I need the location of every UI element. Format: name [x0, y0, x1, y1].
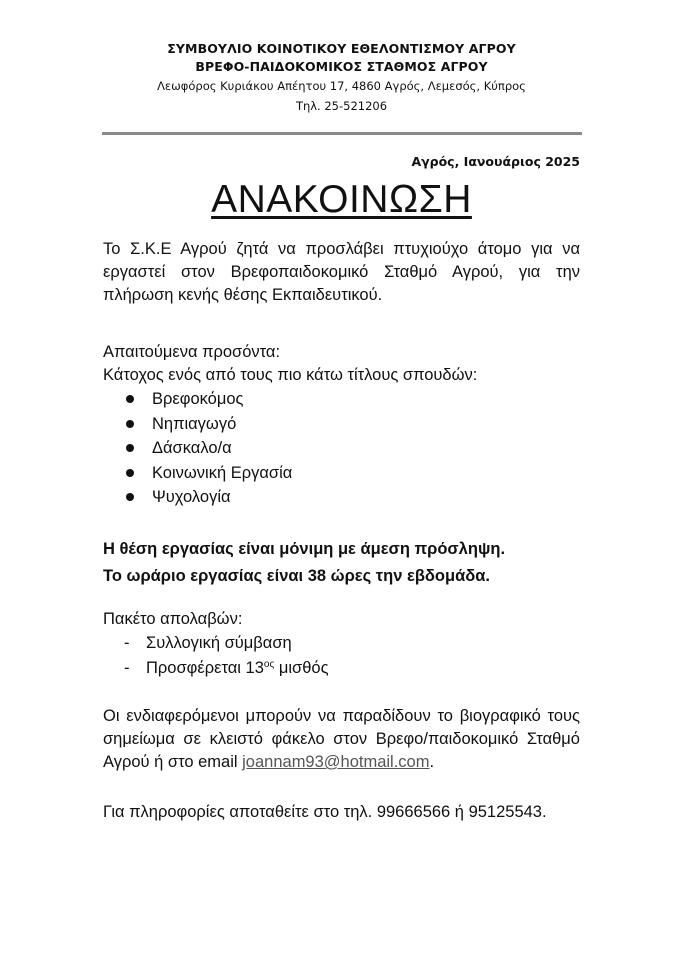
organization-name: ΣΥΜΒΟΥΛΙΟ ΚΟΙΝΟΤΙΚΟΥ ΕΘΕΛΟΝΤΙΣΜΟΥ ΑΓΡΟΥ: [167, 41, 516, 56]
list-item: Κοινωνική Εργασία: [126, 461, 580, 486]
benefits-list: [103, 631, 580, 680]
highlight-permanent: Η θέση εργασίας είναι μόνιμη με άμεση πρόσληψη.: [103, 540, 506, 558]
phone: Τηλ. 25-521206: [295, 99, 388, 113]
email-link[interactable]: joannam93@hotmail.com: [242, 753, 430, 771]
benefit-text: Προσφέρεται 13: [146, 658, 264, 677]
highlights-section: [103, 536, 580, 590]
intro-paragraph: Το Σ.Κ.Ε Αγρού ζητά να προσλάβει πτυχιούχο άτομο για να εργαστεί στον Βρεφοπαιδοκομικό Σταθμό Αγρού, για την πλήρωση κενής θέσης Εκπαιδευτικού.: [103, 240, 580, 304]
contact-paragraph: [103, 705, 580, 774]
benefits-heading: Πακέτο απολαβών:: [103, 610, 243, 628]
date-line: Αγρός, Ιανουάριος 2025: [411, 154, 580, 169]
benefits-section: [103, 608, 580, 680]
title-text: ΑΝΑΚΟΙΝΩΣΗ: [211, 178, 472, 221]
ordinal-suffix: ος: [263, 658, 275, 670]
list-item: Βρεφοκόμος: [126, 387, 580, 412]
list-item: Ψυχολογία: [126, 485, 580, 510]
info-paragraph: Για πληροφορίες αποταθείτε στο τηλ. 99666566 ή 95125543.: [103, 803, 547, 821]
requirements-heading: Απαιτούμενα προσόντα:: [103, 343, 281, 361]
contact-end: .: [429, 753, 435, 771]
highlight-hours: Το ωράριο εργασίας είναι 38 ώρες την εβδομάδα.: [103, 567, 490, 585]
contact-text: Οι ενδιαφερόμενοι μπορούν να παραδίδουν το βιογραφικό τους σημείωμα σε κλειστό φάκελο στον Βρεφο/παιδοκομικό Σταθμό Αγρού ή στο email: [103, 707, 580, 771]
requirements-list: [103, 387, 580, 510]
page-title: [0, 176, 683, 224]
benefit-text-end: μισθός: [274, 658, 329, 677]
list-item: [103, 656, 580, 681]
letterhead: [0, 40, 683, 116]
list-item: Δάσκαλο/α: [126, 436, 580, 461]
list-item: - Συλλογική σύμβαση: [103, 631, 580, 656]
header-divider: [102, 132, 582, 135]
nursery-name: ΒΡΕΦΟ-ΠΑΙΔΟΚΟΜΙΚΟΣ ΣΤΑΘΜΟΣ ΑΓΡΟΥ: [195, 59, 488, 74]
list-item: Νηπιαγωγό: [126, 412, 580, 437]
requirements-section: [103, 341, 580, 510]
address: Λεωφόρος Κυριάκου Απέητου 17, 4860 Αγρός, Λεμεσός, Κύπρος: [157, 79, 526, 93]
requirements-subheading: Κάτοχος ενός από τους πιο κάτω τίτλους σπουδών:: [103, 366, 478, 384]
